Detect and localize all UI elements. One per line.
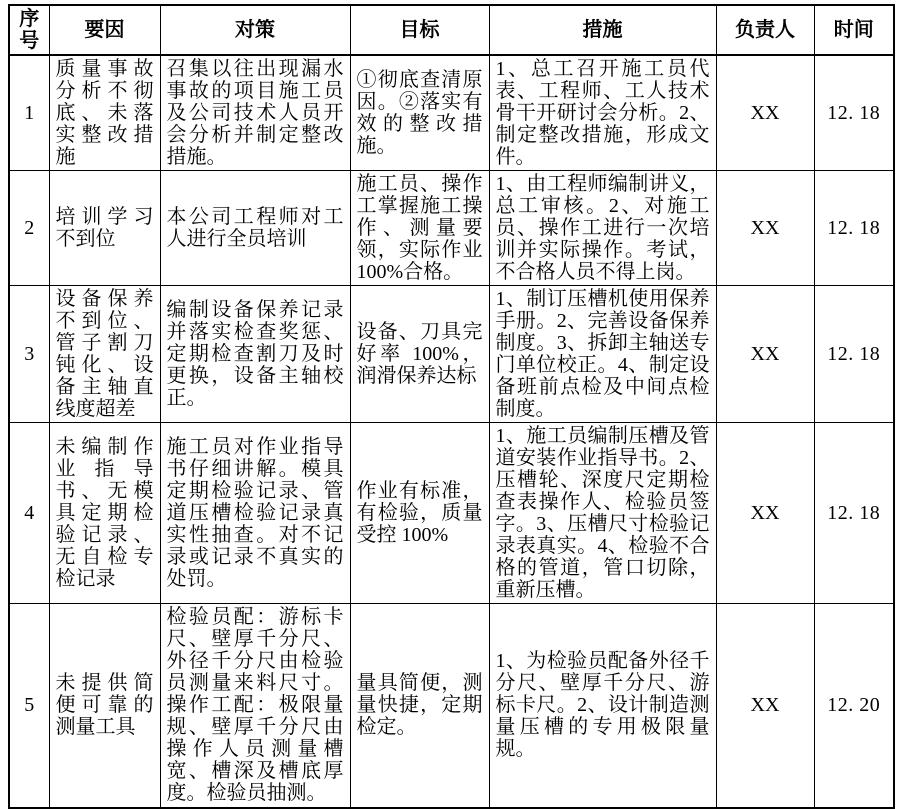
cell-target-row4: 作业有标准，有检验，质量受控 100% — [350, 423, 489, 604]
table-row — [9, 171, 894, 286]
column-header-measures: 措施 — [489, 5, 716, 55]
cell-cause-row3: 设备保养不到位、管子割刀钝化、设备主轴直线度超差 — [49, 286, 160, 423]
cell-measures-row1: 1、总工召开施工员代表、工程师、工人技术骨干开研讨会分析。2、制定整改措施，形成文件。 — [489, 55, 716, 171]
cell-responsible-row3: XX — [716, 286, 814, 423]
cell-time-row5: 12. 20 — [814, 604, 894, 808]
cell-countermeasure-row5: 检验员配：游标卡尺、壁厚千分尺、外径千分尺由检验员测量来料尺寸。操作工配：极限量规、壁厚千分尺由操作人员测量槽宽、槽深及槽底厚度。检验员抽测。 — [160, 604, 350, 808]
cell-measures-row3: 1、制订压槽机使用保养手册。2、完善设备保养制度。3、拆卸主轴送专门单位校正。4、制定设备班前点检及中间点检制度。 — [489, 286, 716, 423]
column-header-target: 目标 — [350, 5, 489, 55]
column-header-cause: 要因 — [49, 5, 160, 55]
cell-time-row1: 12. 18 — [814, 55, 894, 171]
table-row — [9, 286, 894, 423]
cell-target-row3: 设备、刀具完好率 100%，润滑保养达标 — [350, 286, 489, 423]
cell-time-row2: 12. 18 — [814, 171, 894, 286]
cell-target-row5: 量具简便，测量快捷，定期检定。 — [350, 604, 489, 808]
quality-countermeasure-table — [8, 4, 895, 809]
cell-index-row1: 1 — [9, 55, 49, 171]
column-header-countermeasure: 对策 — [160, 5, 350, 55]
cell-cause-row2: 培训学习不到位 — [49, 171, 160, 286]
cell-index-row3: 3 — [9, 286, 49, 423]
cell-measures-row5: 1、为检验员配备外径千分尺、壁厚千分尺、游标卡尺。2、设计制造测量压槽的专用极限量规。 — [489, 604, 716, 808]
table-row — [9, 604, 894, 808]
cell-countermeasure-row1: 召集以往出现漏水事故的项目施工员及公司技术人员开会分析并制定整改措施。 — [160, 55, 350, 171]
cell-countermeasure-row2: 本公司工程师对工人进行全员培训 — [160, 171, 350, 286]
cell-countermeasure-row4: 施工员对作业指导书仔细讲解。模具定期检验记录、管道压槽检验记录真实性抽查。对不记录或记录不真实的处罚。 — [160, 423, 350, 604]
column-header-index: 序号 — [9, 5, 49, 55]
table-row — [9, 423, 894, 604]
cell-cause-row1: 质量事故分析不彻底、未落实整改措施 — [49, 55, 160, 171]
cell-measures-row2: 1、由工程师编制讲义，总工审核。2、对施工员、操作工进行一次培训并实际操作。考试，不合格人员不得上岗。 — [489, 171, 716, 286]
column-header-responsible: 负责人 — [716, 5, 814, 55]
cell-responsible-row5: XX — [716, 604, 814, 808]
cell-index-row4: 4 — [9, 423, 49, 604]
cell-countermeasure-row3: 编制设备保养记录并落实检查奖惩、定期检查割刀及时更换，设备主轴校正。 — [160, 286, 350, 423]
cell-responsible-row2: XX — [716, 171, 814, 286]
cell-index-row2: 2 — [9, 171, 49, 286]
cell-cause-row4: 未编制作业指导书、无模具定期检验记录、无自检专检记录 — [49, 423, 160, 604]
cell-target-row2: 施工员、操作工掌握施工操作、测量要领，实际作业 100%合格。 — [350, 171, 489, 286]
header-row — [9, 5, 894, 55]
cell-time-row3: 12. 18 — [814, 286, 894, 423]
cell-cause-row5: 未提供简便可靠的测量工具 — [49, 604, 160, 808]
cell-time-row4: 12. 18 — [814, 423, 894, 604]
cell-index-row5: 5 — [9, 604, 49, 808]
cell-responsible-row4: XX — [716, 423, 814, 604]
table-row — [9, 55, 894, 171]
cell-responsible-row1: XX — [716, 55, 814, 171]
column-header-time: 时间 — [814, 5, 894, 55]
cell-target-row1: ①彻底查清原因。②落实有效的整改措施。 — [350, 55, 489, 171]
cell-measures-row4: 1、施工员编制压槽及管道安装作业指导书。2、压槽轮、深度尺定期检查表操作人、检验员签字。3、压槽尺寸检验记录表真实。4、检验不合格的管道，管口切除，重新压槽。 — [489, 423, 716, 604]
